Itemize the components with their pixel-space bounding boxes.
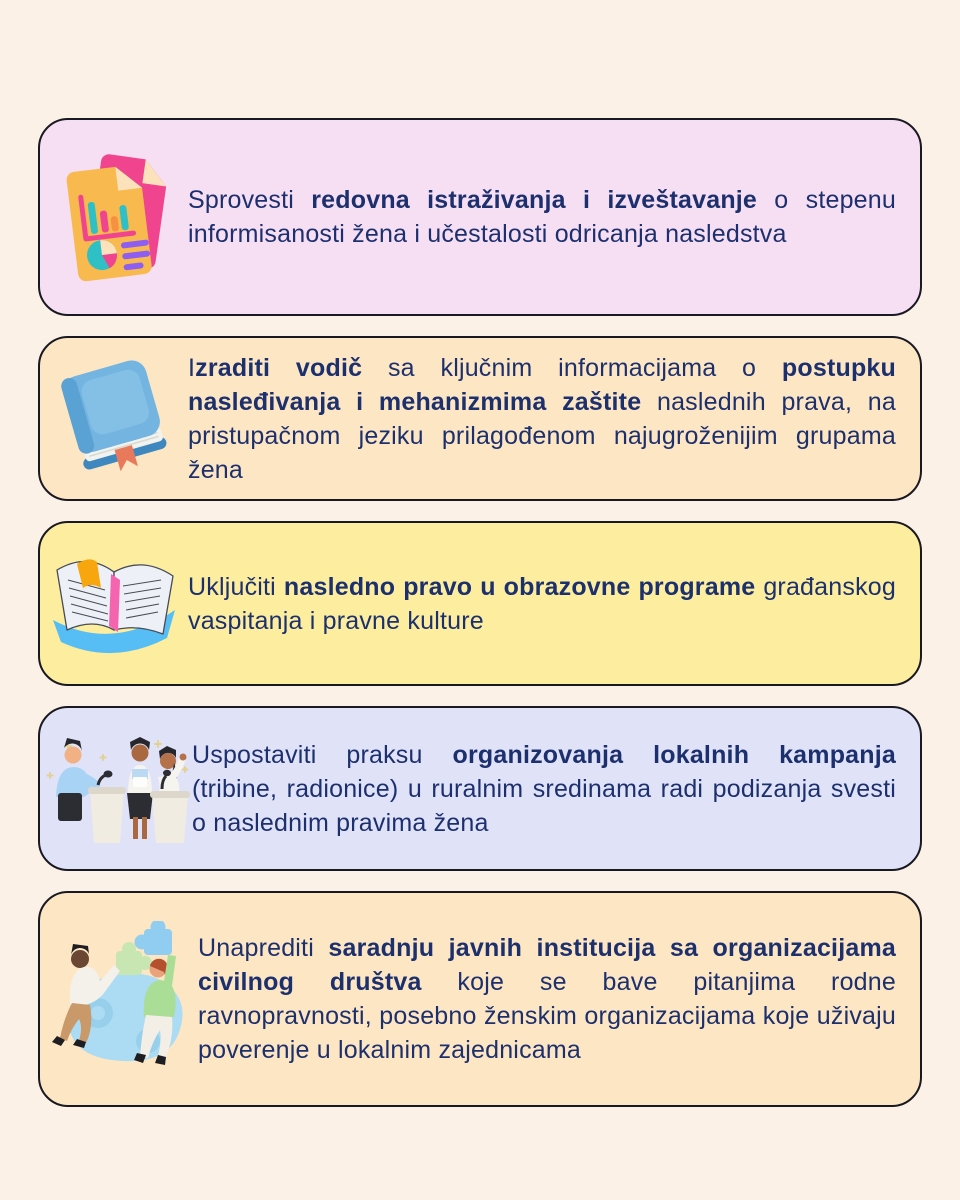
text-segment: (tribine, radionice) u ruralnim sredinama radi podizanja svesti o naslednim pravima žena xyxy=(192,774,896,837)
report-chart-icon xyxy=(40,148,188,286)
card-text xyxy=(188,570,920,638)
text-segment-bold: postupku nasleđivanja i mehanizmima zaštite xyxy=(188,353,896,416)
card-research-reporting xyxy=(38,118,922,316)
card-text xyxy=(198,931,920,1067)
text-segment: koje se bave pitanjima rodne ravnopravnosti, posebno ženskim organizacijama koje uživaju poverenje u lokalnim zajednicama xyxy=(198,968,896,1064)
card-text xyxy=(188,183,920,251)
collaboration-icon xyxy=(40,921,198,1077)
text-segment: sa ključnim informacijama o xyxy=(362,353,782,382)
text-segment-bold: redovna istraživanja i izveštavanje xyxy=(311,186,758,214)
card-text xyxy=(188,351,920,487)
panel-discussion-icon xyxy=(40,733,192,845)
card-guide xyxy=(38,336,922,501)
card-text xyxy=(192,738,920,840)
card-local-campaigns xyxy=(38,706,922,871)
text-segment: Sprovesti xyxy=(188,186,312,214)
text-segment: Uspostaviti praksu xyxy=(192,740,453,769)
text-segment: I xyxy=(188,353,196,382)
text-segment-bold: nasledno pravo u obrazovne programe xyxy=(283,572,756,601)
text-segment: građanskog vaspitanja i pravne kulture xyxy=(188,572,896,635)
text-segment-bold: saradnju javnih institucija sa organizacijama civilnog društva xyxy=(198,934,896,996)
card-cso-cooperation xyxy=(38,891,922,1107)
text-segment: Unaprediti xyxy=(198,934,329,962)
book-icon xyxy=(40,359,188,479)
text-segment-bold: zraditi vodič xyxy=(195,353,363,382)
text-segment: naslednih prava, na pristupačnom jeziku prilagođenom najugroženijim grupama žena xyxy=(188,387,896,484)
text-segment: o stepenu informisanosti žena i učestalosti odricanja nasledstva xyxy=(188,186,896,248)
text-segment: Uključiti xyxy=(188,572,284,601)
open-book-icon xyxy=(40,548,188,660)
card-education-programs xyxy=(38,521,922,686)
text-segment-bold: organizovanja lokalnih kampanja xyxy=(452,740,896,769)
